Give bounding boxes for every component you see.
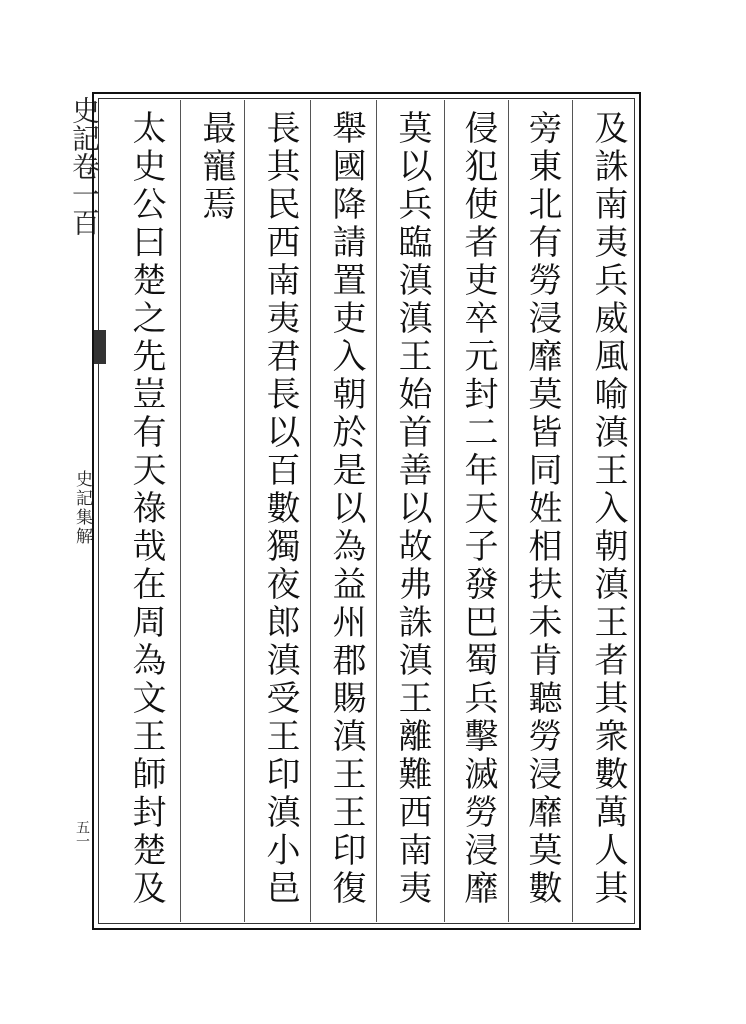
column-divider [508,100,509,922]
cropped-margin-glyphs: 史記卷一百 [68,96,101,236]
margin-page-number: 五一 [74,820,90,848]
text-column-2: 旁東北有勞浸靡莫皆同姓相扶未肯聽勞浸靡莫數 [522,110,562,908]
text-column-3: 侵犯使者吏卒元封二年天子發巴蜀兵擊滅勞浸靡 [458,110,498,908]
column-divider [310,100,311,922]
text-column-1: 及誅南夷兵威風喻滇王入朝滇王者其衆數萬人其 [588,110,628,908]
text-column-5: 舉國降請置吏入朝於是以為益州郡賜滇王王印復 [326,110,366,908]
column-divider [572,100,573,922]
text-column-4: 莫以兵臨滇滇王始首善以故弗誅滇王離難西南夷 [392,110,432,908]
text-column-6: 長其民西南夷君長以百數獨夜郎滇受王印滇小邑 [260,110,300,908]
column-divider [376,100,377,922]
column-divider [444,100,445,922]
column-divider [244,100,245,922]
margin-book-title: 史記集解 [72,470,92,546]
text-column-7: 最寵焉 [196,110,236,224]
text-column-8: 太史公曰楚之先豈有天祿哉在周為文王師封楚及 [126,110,166,908]
column-divider [180,100,181,922]
